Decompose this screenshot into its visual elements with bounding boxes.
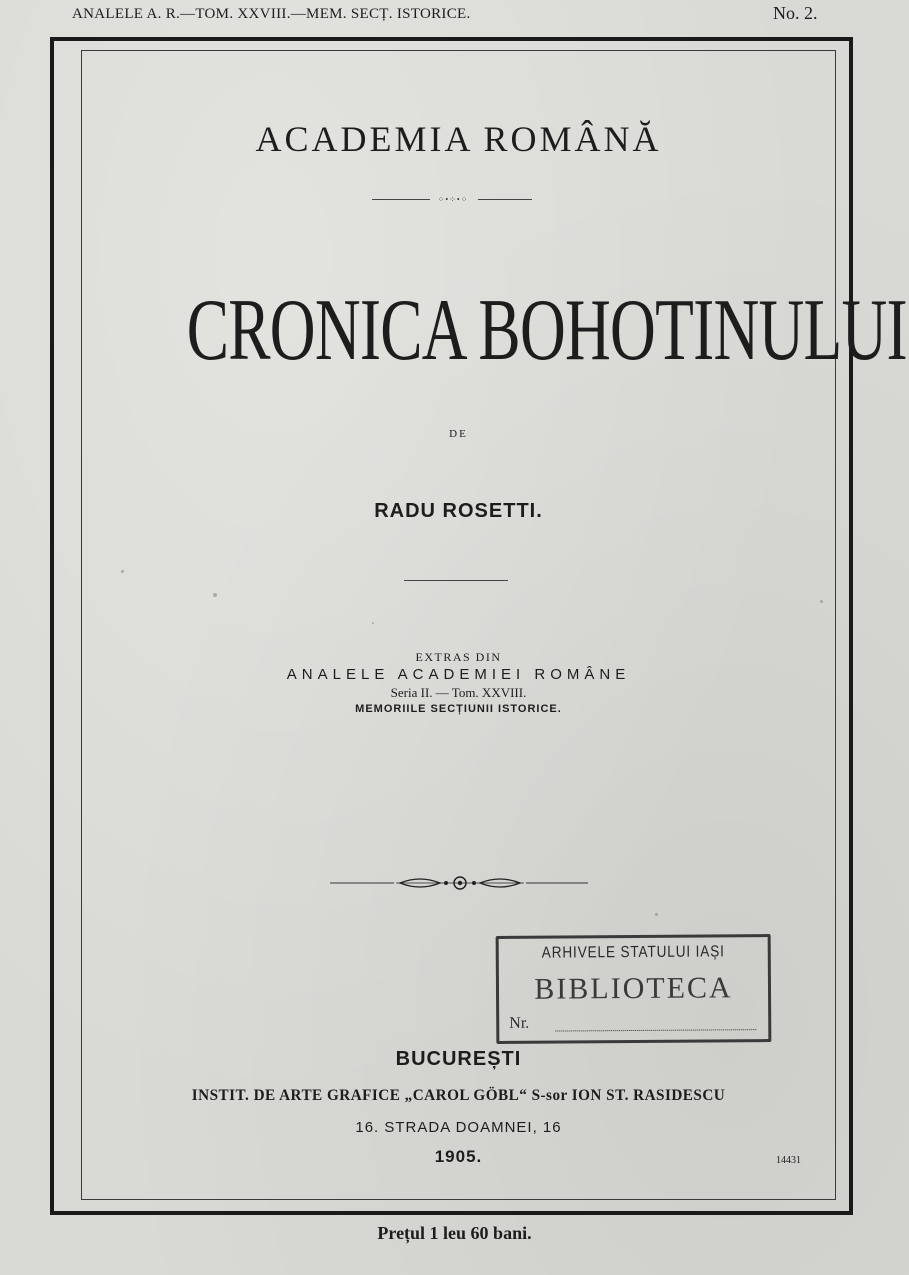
price-line: Prețul 1 leu 60 bani.	[377, 1223, 532, 1243]
section-name: MEMORIILE SECȚIUNII ISTORICE.	[355, 703, 562, 715]
stamp-library-line: BIBLIOTECA	[534, 971, 733, 1006]
stamp-number-label: Nr.	[509, 1014, 530, 1032]
publication-year: 1905.	[434, 1147, 483, 1166]
stamp-archive-line: ARHIVELE STATULUI IAȘI	[541, 943, 725, 962]
by-label: DE	[449, 428, 468, 440]
series-volume: Seria II. — Tom. XXVIII.	[390, 685, 527, 700]
academy-name: ACADEMIA ROMÂNĂ	[255, 119, 662, 159]
author-name: RADU ROSETTI.	[374, 500, 543, 522]
stamp-number-line	[555, 1029, 756, 1031]
series-header: ANALELE A. R.—TOM. XXVIII.—MEM. SECȚ. ISTORICE.	[72, 6, 471, 22]
publication-city: BUCUREȘTI	[395, 1048, 522, 1070]
paper-speck	[655, 913, 658, 916]
paper-speck	[820, 600, 823, 603]
author-divider	[404, 580, 508, 581]
printer-address: 16. STRADA DOAMNEI, 16	[355, 1119, 562, 1136]
divider-left	[372, 199, 430, 200]
library-stamp	[496, 934, 772, 1044]
decorative-ornament-icon	[330, 873, 590, 893]
paper-speck	[372, 622, 374, 624]
divider-right	[478, 199, 532, 200]
paper-speck	[213, 593, 217, 597]
paper-speck	[121, 570, 124, 573]
small-ornament-icon: ⁘•⁘•⁘	[437, 195, 469, 204]
extract-intro: EXTRAS DIN	[415, 650, 502, 664]
book-title: CRONICA BOHOTINULUI	[186, 282, 907, 379]
printer-name: INSTIT. DE ARTE GRAFICE „CAROL GÖBL“ S-sor ION ST. RASIDESCU	[191, 1087, 726, 1104]
print-number: 14431	[776, 1155, 801, 1166]
issue-number: No. 2.	[773, 3, 818, 23]
journal-name: ANALELE ACADEMIEI ROMÂNE	[286, 666, 631, 683]
